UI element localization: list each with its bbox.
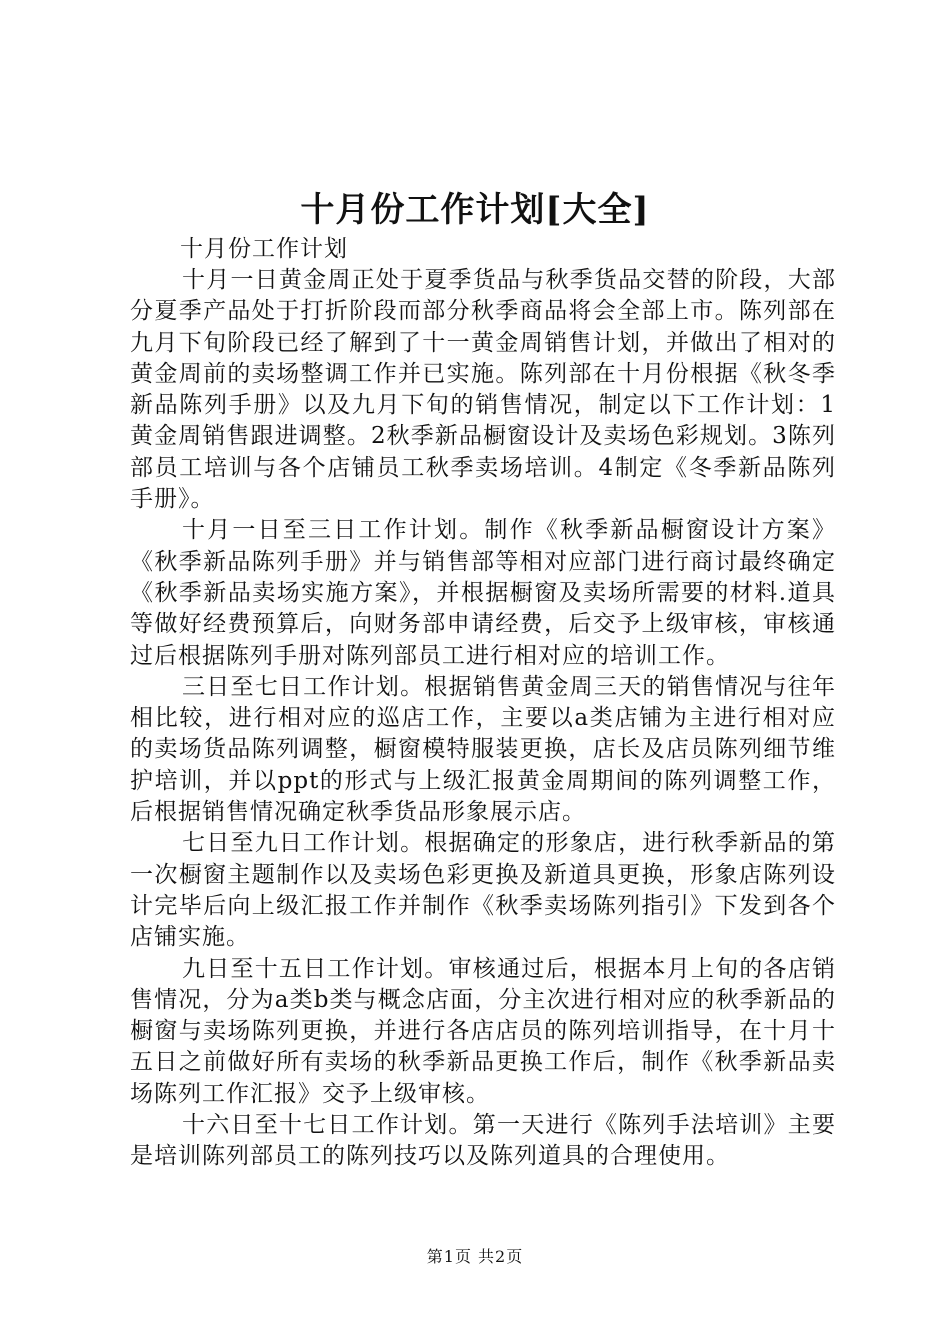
page-number-footer: 第1页 共2页	[426, 1247, 524, 1266]
paragraph-day-7-9: 七日至九日工作计划。根据确定的形象店，进行秋季新品的第一次橱窗主题制作以及卖场色彩更换及新道具更换，形象店陈列设计完毕后向上级汇报工作并制作《秋季卖场陈列指引》下发到各个店铺实施。	[130, 830, 836, 951]
paragraph-day-1-3: 十月一日至三日工作计划。制作《秋季新品橱窗设计方案》《秋季新品陈列手册》并与销售部等相对应部门进行商讨最终确定《秋季新品卖场实施方案》，并根据橱窗及卖场所需要的材料.道具等做好经费预算后，向财务部申请经费，后交予上级审核，审核通过后根据陈列手册对陈列部员工进行相对应的培训工作。	[130, 517, 836, 669]
paragraph-day-3-7: 三日至七日工作计划。根据销售黄金周三天的销售情况与往年相比较，进行相对应的巡店工作，主要以a类店铺为主进行相对应的卖场货品陈列调整，橱窗模特服装更换，店长及店员陈列细节维护培训，并以ppt的形式与上级汇报黄金周期间的陈列调整工作，后根据销售情况确定秋季货品形象展示店。	[130, 673, 836, 826]
paragraph-intro: 十月一日黄金周正处于夏季货品与秋季货品交替的阶段，大部分夏季产品处于打折阶段而部分秋季商品将会全部上市。陈列部在九月下旬阶段已经了解到了十一黄金周销售计划，并做出了相对的黄金周前的卖场整调工作并已实施。陈列部在十月份根据《秋冬季新品陈列手册》以及九月下旬的销售情况，制定以下工作计划：1黄金周销售跟进调整。2秋季新品橱窗设计及卖场色彩规划。3陈列部员工培训与各个店铺员工秋季卖场培训。4制定《冬季新品陈列手册》。	[130, 267, 836, 513]
document-body	[130, 234, 836, 1173]
document-subtitle: 十月份工作计划	[180, 236, 348, 262]
document-title: 十月份工作计划[大全]	[300, 190, 650, 230]
paragraph-day-16-17: 十六日至十七日工作计划。第一天进行《陈列手法培训》主要是培训陈列部员工的陈列技巧以及陈列道具的合理使用。	[130, 1112, 836, 1170]
paragraph-day-9-15: 九日至十五日工作计划。审核通过后，根据本月上旬的各店销售情况，分为a类b类与概念店面，分主次进行相对应的秋季新品的橱窗与卖场陈列更换，并进行各店店员的陈列培训指导，在十月十五日之前做好所有卖场的秋季新品更换工作后，制作《秋季新品卖场陈列工作汇报》交予上级审核。	[130, 955, 836, 1107]
